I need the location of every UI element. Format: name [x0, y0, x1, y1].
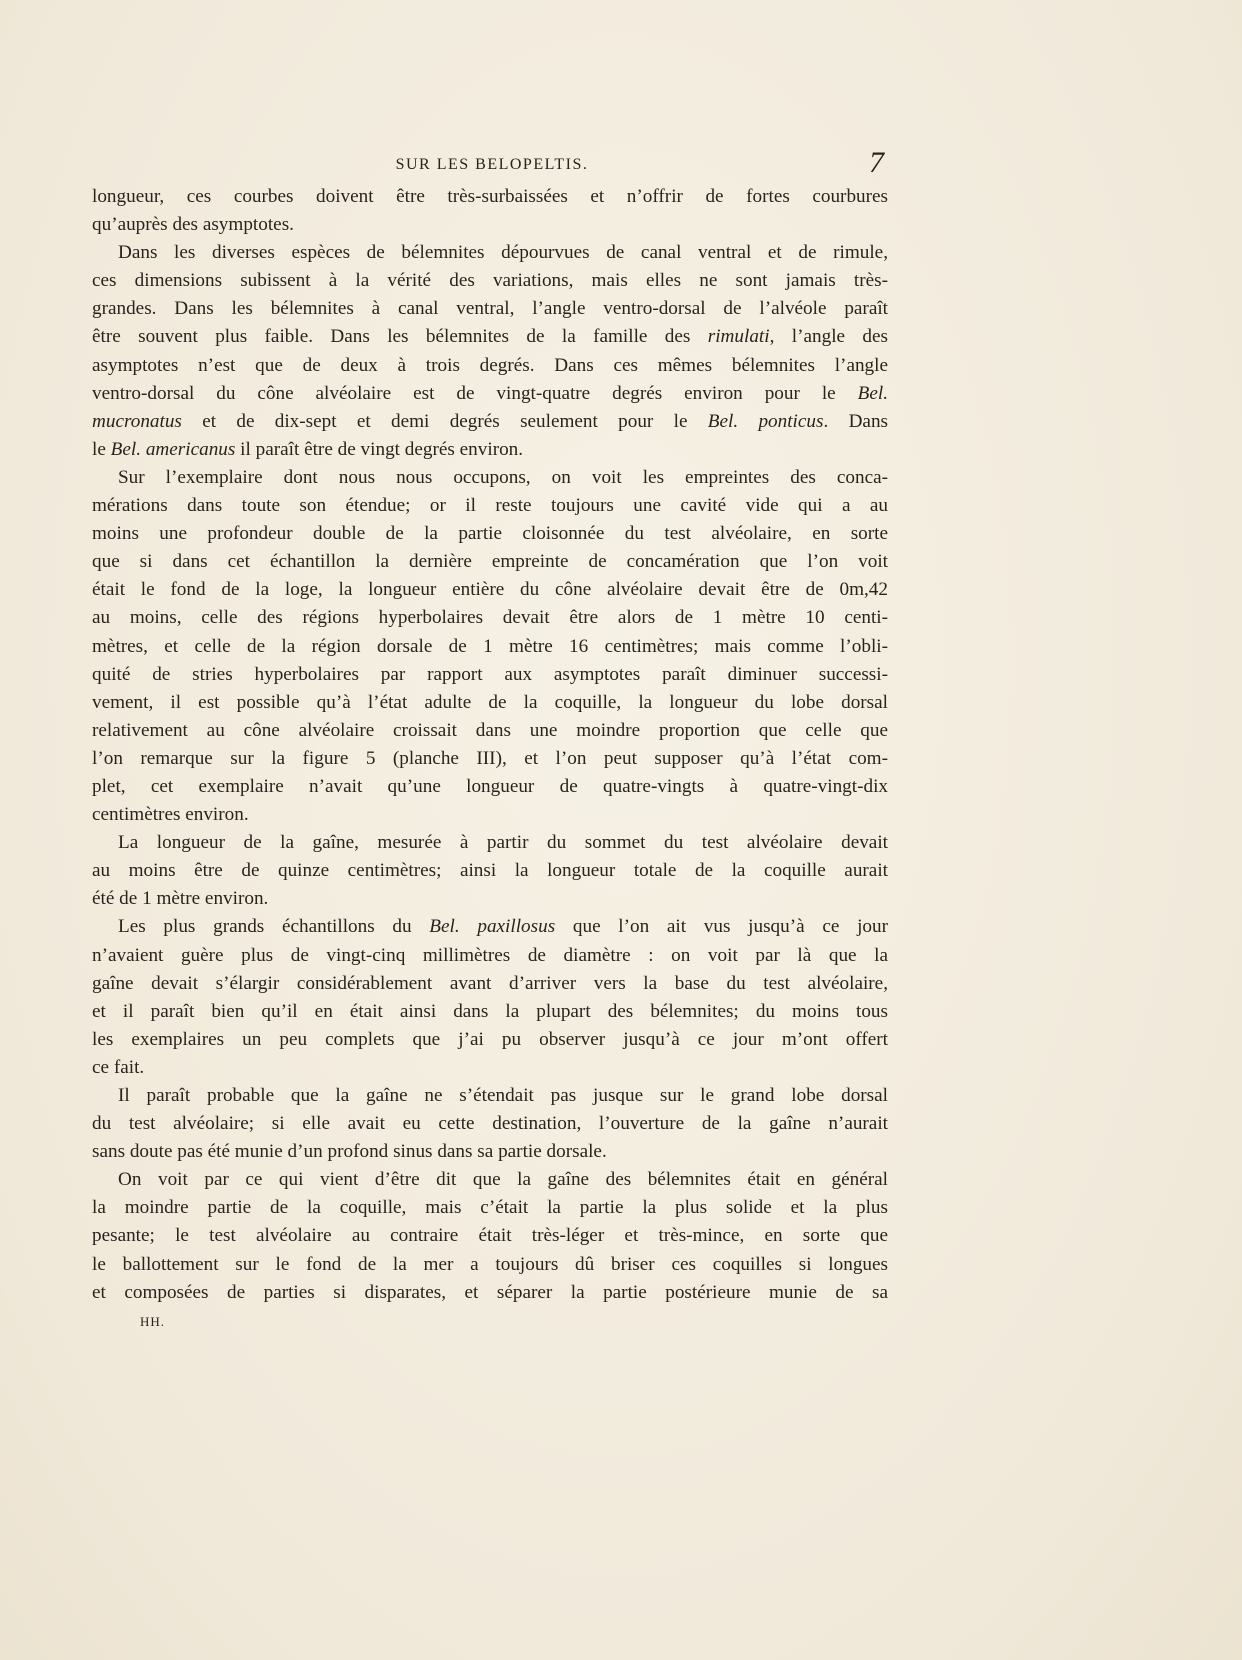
text-line — [92, 380, 888, 408]
signature-mark: HH. — [140, 1314, 166, 1329]
text-line — [92, 1222, 888, 1250]
text-line — [92, 970, 888, 998]
running-head — [92, 146, 892, 180]
text-line — [92, 1054, 888, 1082]
text-line — [92, 829, 888, 857]
text-line — [92, 604, 888, 632]
text-line — [92, 1110, 888, 1138]
text-run: vement, il est possible qu’à l’état adulte de la coquille, la longueur du lobe dorsal — [92, 691, 888, 713]
text-line — [92, 745, 888, 773]
italic-term: rimulati — [707, 326, 770, 348]
text-run: était le fond de la loge, la longueur entière du cône alvéolaire devait être de 0m,42 — [92, 579, 888, 601]
text-line — [92, 717, 888, 745]
text-run: ventro-dorsal du cône alvéolaire est de vingt-quatre degrés environ pour le — [92, 382, 858, 404]
text-run: Les plus grands échantillons du — [118, 916, 430, 938]
text-line — [92, 913, 888, 941]
text-line — [92, 1279, 888, 1307]
text-run: gaîne devait s’élargir considérablement avant d’arriver vers la base du test alvéolaire, — [92, 972, 888, 994]
text-line — [92, 1194, 888, 1222]
text-run: les exemplaires un peu complets que j’ai pu observer jusqu’à ce jour m’ont offert — [92, 1028, 888, 1050]
text-line — [92, 773, 888, 801]
text-run: . Dans — [823, 410, 888, 432]
text-line — [92, 295, 888, 323]
text-run: le ballottement sur le fond de la mer a toujours dû briser ces coquilles si longues — [92, 1253, 888, 1275]
page-number: 7 — [869, 146, 884, 179]
text-run: pesante; le test alvéolaire au contraire était très-léger et très-mince, en sorte que — [92, 1225, 888, 1247]
text-line — [92, 183, 888, 211]
text-line — [92, 942, 888, 970]
running-title: SUR LES BELOPELTIS. — [395, 156, 589, 173]
text-run: Sur l’exemplaire dont nous nous occupons, on voit les empreintes des conca- — [118, 466, 888, 488]
body-text — [92, 183, 888, 1307]
text-line — [92, 464, 888, 492]
italic-term: Bel. americanus — [110, 438, 236, 460]
text-run: Dans les diverses espèces de bélemnites dépourvues de canal ventral et de rimule, — [118, 242, 888, 264]
text-run: et il paraît bien qu’il en était ainsi dans la plupart des bélemnites; du moins tous — [92, 1000, 888, 1022]
text-line — [92, 323, 888, 351]
text-run: le — [92, 438, 111, 460]
text-line — [92, 857, 888, 885]
text-line — [92, 352, 888, 380]
text-line — [92, 520, 888, 548]
text-run: mètres, et celle de la région dorsale de 1 mètre 16 centimètres; mais comme l’obli- — [92, 635, 888, 657]
text-run: été de 1 mètre environ. — [92, 888, 269, 910]
text-run: Il paraît probable que la gaîne ne s’étendait pas jusque sur le grand lobe dorsal — [118, 1085, 888, 1106]
text-run: On voit par ce qui vient d’être dit que la gaîne des bélemnites était en général — [118, 1169, 888, 1191]
text-line — [92, 492, 888, 520]
text-line — [92, 1026, 888, 1054]
text-line — [92, 1251, 888, 1279]
italic-term: mucronatus — [92, 410, 182, 432]
text-run: ce fait. — [92, 1056, 145, 1078]
text-line — [92, 689, 888, 717]
text-run: longueur, ces courbes doivent être très-surbaissées et n’offrir de fortes courbures — [92, 186, 888, 207]
text-line — [92, 408, 888, 436]
text-run: plet, cet exemplaire n’avait qu’une longueur de quatre-vingts à quatre-vingt-dix — [92, 775, 888, 797]
text-line — [92, 1082, 888, 1110]
text-run: grandes. Dans les bélemnites à canal ventral, l’angle ventro-dorsal de l’alvéole paraît — [92, 298, 888, 320]
text-run: n’avaient guère plus de vingt-cinq millimètres de diamètre : on voit par là que la — [92, 944, 888, 966]
text-run: quité de stries hyperbolaires par rapport aux asymptotes paraît diminuer successi- — [92, 663, 888, 685]
text-run: qu’auprès des asymptotes. — [92, 214, 294, 236]
text-line — [92, 1138, 888, 1166]
text-run: ces dimensions subissent à la vérité des variations, mais elles ne sont jamais très- — [92, 270, 888, 292]
text-line — [92, 436, 888, 464]
text-run: il paraît être de vingt degrés environ. — [235, 438, 524, 460]
text-run: et de dix-sept et demi degrés seulement pour le — [181, 410, 708, 432]
text-run: moins une profondeur double de la partie cloisonnée du test alvéolaire, en sorte — [92, 523, 888, 545]
italic-term: Bel. ponticus — [707, 410, 824, 432]
text-run: du test alvéolaire; si elle avait eu cette destination, l’ouverture de la gaîne n’aurait — [92, 1113, 888, 1135]
text-run: relativement au cône alvéolaire croissait dans une moindre proportion que celle que — [92, 719, 888, 741]
text-run: au moins être de quinze centimètres; ainsi la longueur totale de la coquille aurait — [92, 860, 888, 882]
text-run: , l’angle des — [769, 326, 888, 348]
text-line — [92, 633, 888, 661]
text-run: que l’on ait vus jusqu’à ce jour — [555, 916, 888, 938]
text-line — [92, 576, 888, 604]
text-run: la moindre partie de la coquille, mais c’était la partie la plus solide et la plus — [92, 1197, 888, 1219]
text-line — [92, 885, 888, 913]
text-run: l’on remarque sur la figure 5 (planche III), et l’on peut supposer qu’à l’état com- — [92, 747, 888, 769]
text-line — [92, 267, 888, 295]
text-line — [92, 548, 888, 576]
text-run: que si dans cet échantillon la dernière empreinte de concamération que l’on voit — [92, 551, 888, 573]
text-run: et composées de parties si disparates, et séparer la partie postérieure munie de sa — [92, 1281, 888, 1303]
text-line — [92, 211, 888, 239]
text-run: centimètres environ. — [92, 804, 249, 826]
italic-term: Bel. — [857, 382, 888, 404]
text-run: mérations dans toute son étendue; or il reste toujours une cavité vide qui a au — [92, 495, 888, 517]
italic-term: Bel. paxillosus — [429, 916, 556, 938]
text-line — [92, 1166, 888, 1194]
text-run: La longueur de la gaîne, mesurée à partir du sommet du test alvéolaire devait — [118, 832, 888, 854]
text-run: être souvent plus faible. Dans les bélemnites de la famille des — [92, 326, 708, 348]
text-line — [92, 239, 888, 267]
text-line — [92, 661, 888, 689]
text-run: sans doute pas été munie d’un profond sinus dans sa partie dorsale. — [92, 1141, 607, 1163]
text-line — [92, 801, 888, 829]
text-run: au moins, celle des régions hyperbolaires devait être alors de 1 mètre 10 centi- — [92, 607, 888, 629]
text-line — [92, 998, 888, 1026]
text-run: asymptotes n’est que de deux à trois degrés. Dans ces mêmes bélemnites l’angle — [92, 354, 888, 376]
